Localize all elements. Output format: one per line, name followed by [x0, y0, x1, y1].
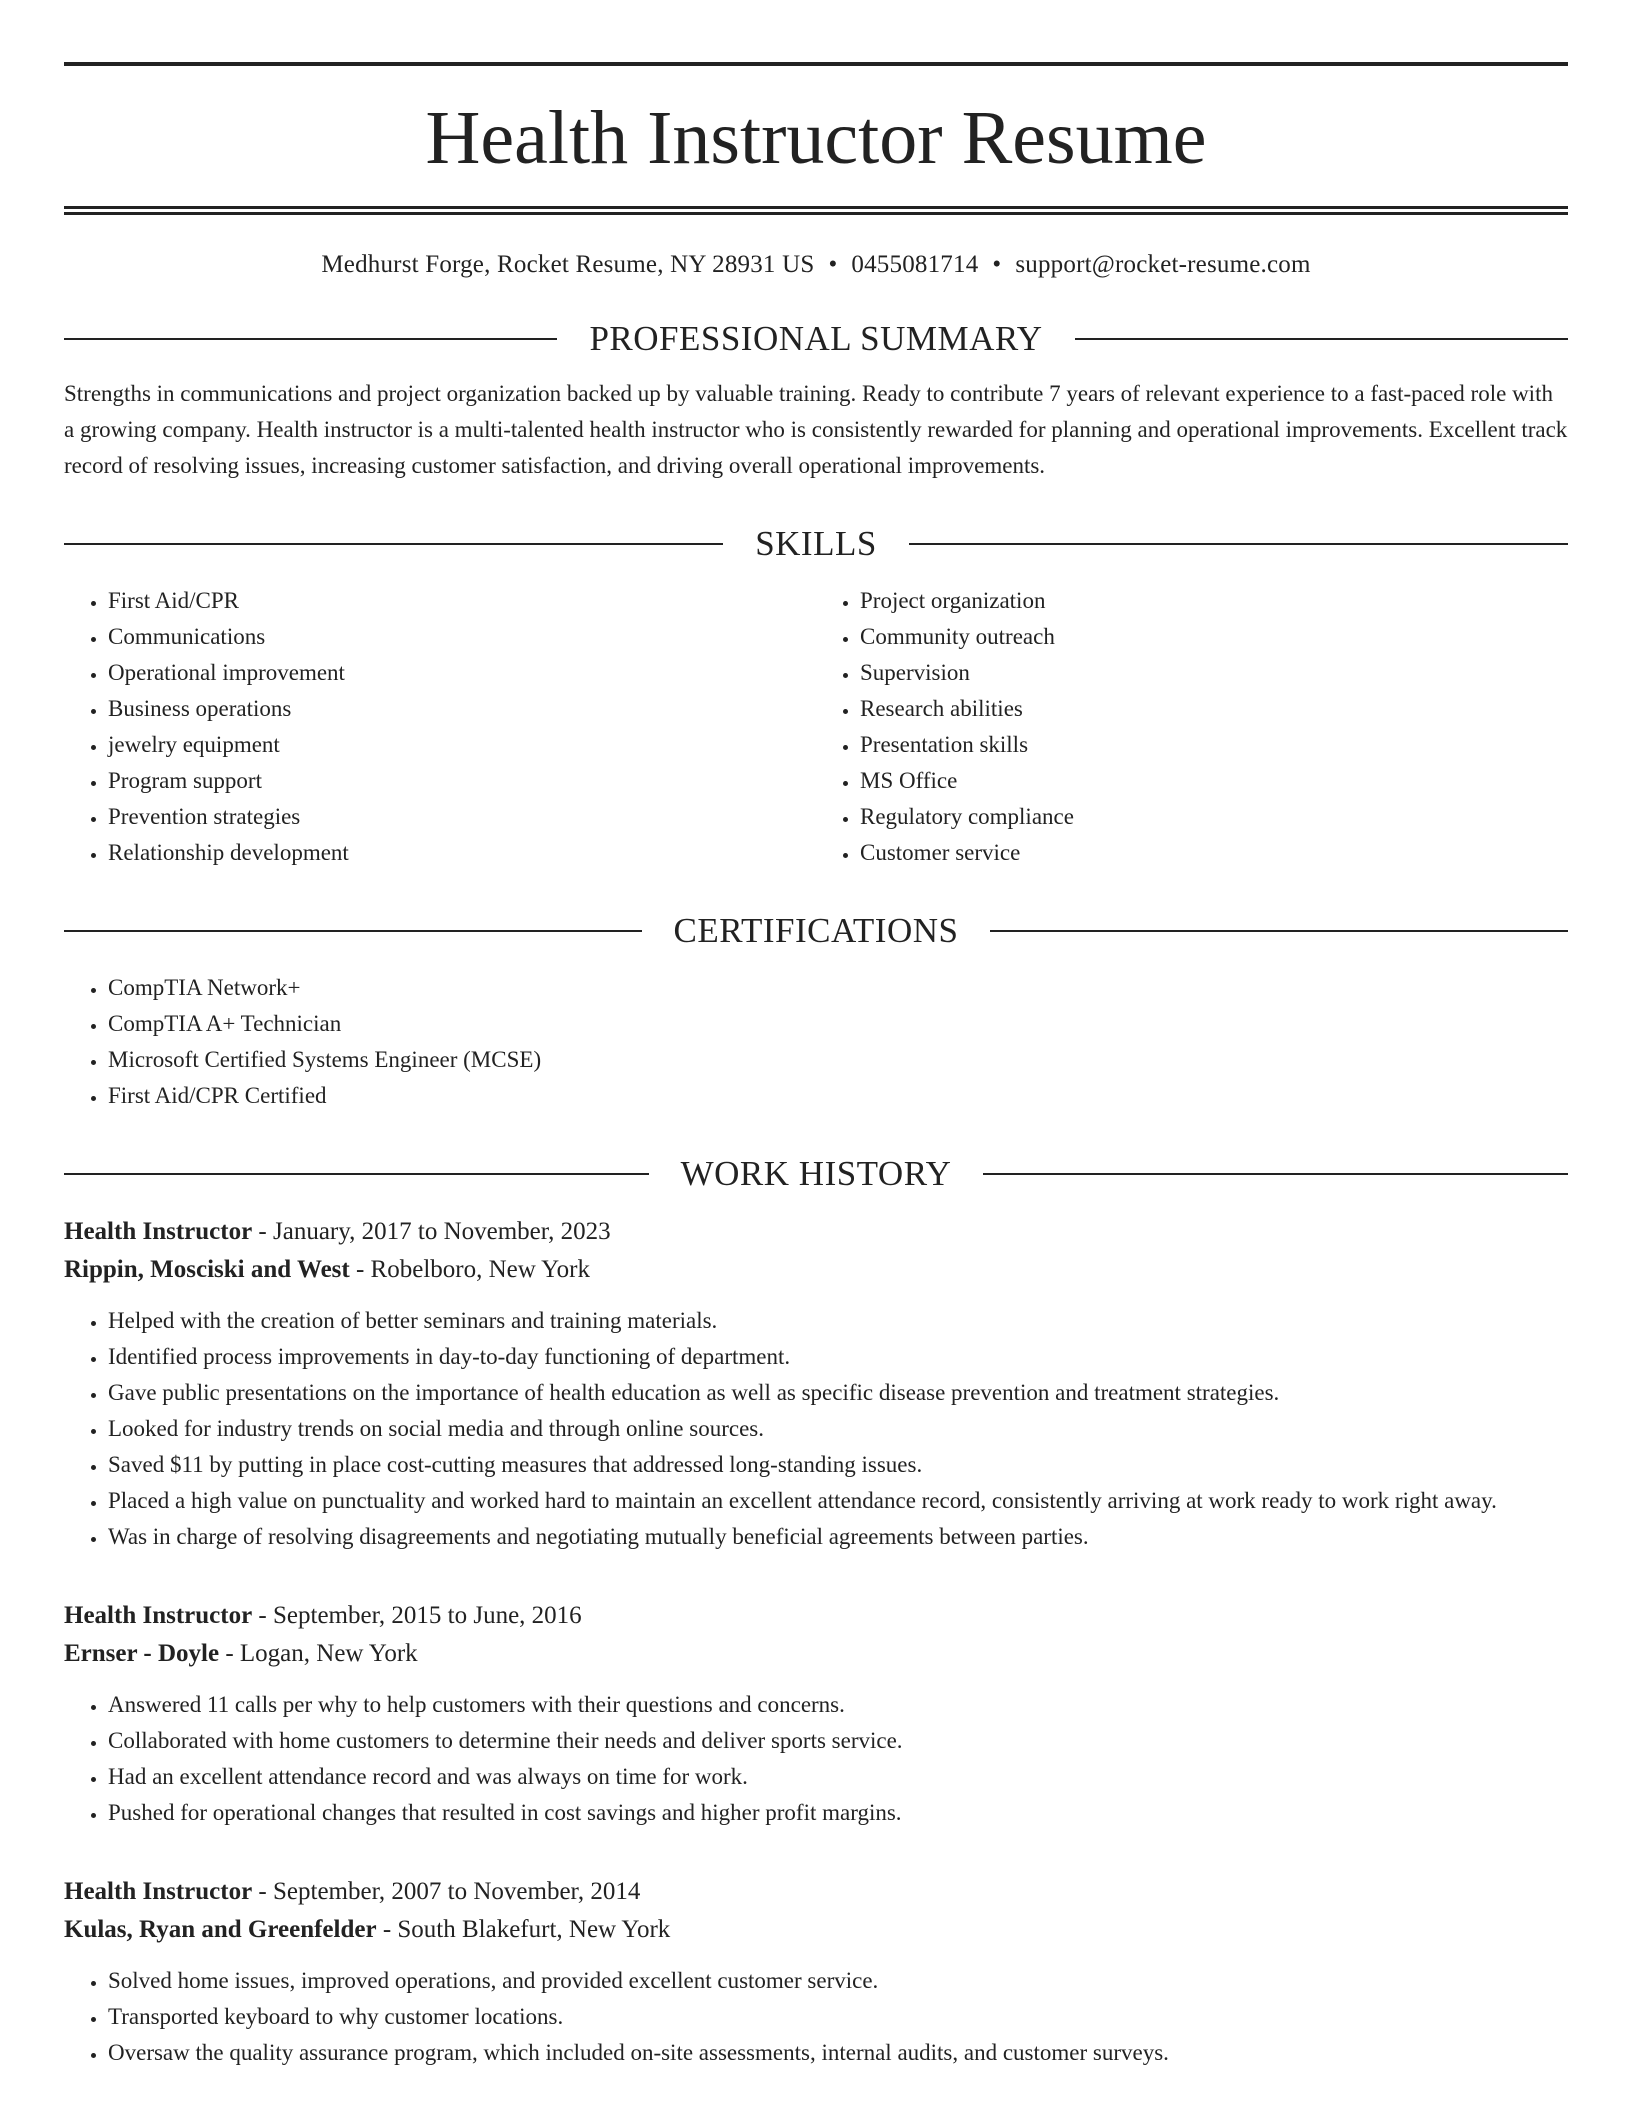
skill-item: • Communications [108, 619, 816, 655]
contact-email: support@rocket-resume.com [1015, 251, 1311, 278]
section-header-summary [64, 321, 1568, 356]
job-entry [64, 1213, 1568, 1555]
job-bullet: • Looked for industry trends on social media and through online sources. [108, 1411, 1568, 1447]
section-header-certifications [64, 913, 1568, 948]
section-title: SKILLS [755, 524, 877, 563]
job-bullets [64, 1303, 1568, 1555]
skill-item: • Program support [108, 763, 816, 799]
job-bullet: • Solved home issues, improved operations, and provided excellent customer service. [108, 1963, 1568, 1999]
section-rule [64, 338, 557, 340]
job-dates: - September, 2007 to November, 2014 [252, 1878, 641, 1905]
section-rule [64, 1173, 649, 1175]
section-rule [909, 543, 1568, 545]
section-rule [64, 930, 642, 932]
title-double-rule [64, 206, 1568, 215]
job-bullets [64, 1963, 1568, 2071]
skill-item: • Research abilities [860, 691, 1568, 727]
job-company: Ernser - Doyle [64, 1640, 220, 1667]
job-title: Health Instructor [64, 1218, 253, 1245]
section-title: CERTIFICATIONS [673, 911, 959, 950]
job-bullet: • Oversaw the quality assurance program, which included on-site assessments, internal audits, and customer surveys. [108, 2035, 1568, 2071]
skill-item: • Business operations [108, 691, 816, 727]
certification-item: • CompTIA A+ Technician [108, 1006, 1568, 1042]
job-entry [64, 1597, 1568, 1831]
certification-item: • First Aid/CPR Certified [108, 1078, 1568, 1114]
job-title-line [64, 1213, 1568, 1251]
section-rule [1075, 338, 1568, 340]
resume-page [64, 0, 1568, 2071]
section-rule [990, 930, 1568, 932]
section-rule [64, 543, 723, 545]
section-rule [983, 1173, 1568, 1175]
job-bullet: • Answered 11 calls per why to help customers with their questions and concerns. [108, 1687, 1568, 1723]
job-company: Rippin, Mosciski and West [64, 1256, 350, 1283]
section-title: WORK HISTORY [680, 1154, 952, 1193]
job-dates: - September, 2015 to June, 2016 [252, 1602, 582, 1629]
job-bullet: • Was in charge of resolving disagreements and negotiating mutually beneficial agreements between parties. [108, 1519, 1568, 1555]
job-title-line [64, 1597, 1568, 1635]
section-header-work-history [64, 1156, 1568, 1191]
skill-item: • Community outreach [860, 619, 1568, 655]
page-title: Health Instructor Resume [425, 96, 1207, 180]
job-location: - Robelboro, New York [349, 1256, 591, 1283]
skill-item: • Customer service [860, 835, 1568, 871]
contact-line [64, 251, 1568, 279]
job-dates: - January, 2017 to November, 2023 [252, 1218, 611, 1245]
skill-item: • Presentation skills [860, 727, 1568, 763]
job-company-line [64, 1911, 1568, 1949]
job-bullet: • Identified process improvements in day-to-day functioning of department. [108, 1339, 1568, 1375]
job-bullet: • Helped with the creation of better seminars and training materials. [108, 1303, 1568, 1339]
job-title: Health Instructor [64, 1602, 253, 1629]
skill-item: • MS Office [860, 763, 1568, 799]
job-title-line [64, 1873, 1568, 1911]
job-entry [64, 1873, 1568, 2071]
contact-address: Medhurst Forge, Rocket Resume, NY 28931 US [321, 251, 815, 278]
summary-text: Strengths in communications and project organization backed up by valuable training. Ready to contribute 7 years of relevant experience to a fast-paced role with a growing company. Health instructor is a multi-talented health instructor who is consistently rewarded for planning and operational improvements. Excellent track record of resolving issues, increasing customer satisfaction, and driving overall operational improvements. [64, 381, 1568, 478]
skills-column-left [64, 583, 816, 871]
job-bullet: • Collaborated with home customers to determine their needs and deliver sports service. [108, 1723, 1568, 1759]
job-bullet: • Placed a high value on punctuality and worked hard to maintain an excellent attendance record, consistently arriving at work ready to work right away. [108, 1483, 1568, 1519]
skill-item: • Regulatory compliance [860, 799, 1568, 835]
skill-item: • Supervision [860, 655, 1568, 691]
contact-phone: 0455081714 [851, 251, 979, 278]
section-title: PROFESSIONAL SUMMARY [589, 319, 1043, 358]
job-bullet: • Transported keyboard to why customer locations. [108, 1999, 1568, 2035]
job-bullet: • Gave public presentations on the importance of health education as well as specific disease prevention and treatment strategies. [108, 1375, 1568, 1411]
contact-separator: • [992, 251, 1002, 278]
job-bullet: • Had an excellent attendance record and was always on time for work. [108, 1759, 1568, 1795]
section-header-skills [64, 526, 1568, 561]
job-bullet: • Pushed for operational changes that resulted in cost savings and higher profit margins. [108, 1795, 1568, 1831]
job-company-line [64, 1635, 1568, 1673]
job-bullets [64, 1687, 1568, 1831]
job-company-line [64, 1251, 1568, 1289]
certification-item: • CompTIA Network+ [108, 970, 1568, 1006]
skill-item: • Operational improvement [108, 655, 816, 691]
skill-item: • jewelry equipment [108, 727, 816, 763]
skills-list [64, 583, 1568, 871]
job-company: Kulas, Ryan and Greenfelder [64, 1916, 377, 1943]
skill-item: • Relationship development [108, 835, 816, 871]
certifications-list [64, 970, 1568, 1114]
skill-item: • Prevention strategies [108, 799, 816, 835]
skill-item: • Project organization [860, 583, 1568, 619]
skills-column-right [816, 583, 1568, 871]
certification-item: • Microsoft Certified Systems Engineer (MCSE) [108, 1042, 1568, 1078]
job-title: Health Instructor [64, 1878, 253, 1905]
skill-item: • First Aid/CPR [108, 583, 816, 619]
job-location: - Logan, New York [219, 1640, 418, 1667]
job-bullet: • Saved $11 by putting in place cost-cutting measures that addressed long-standing issues. [108, 1447, 1568, 1483]
contact-separator: • [828, 251, 838, 278]
job-location: - South Blakefurt, New York [376, 1916, 671, 1943]
